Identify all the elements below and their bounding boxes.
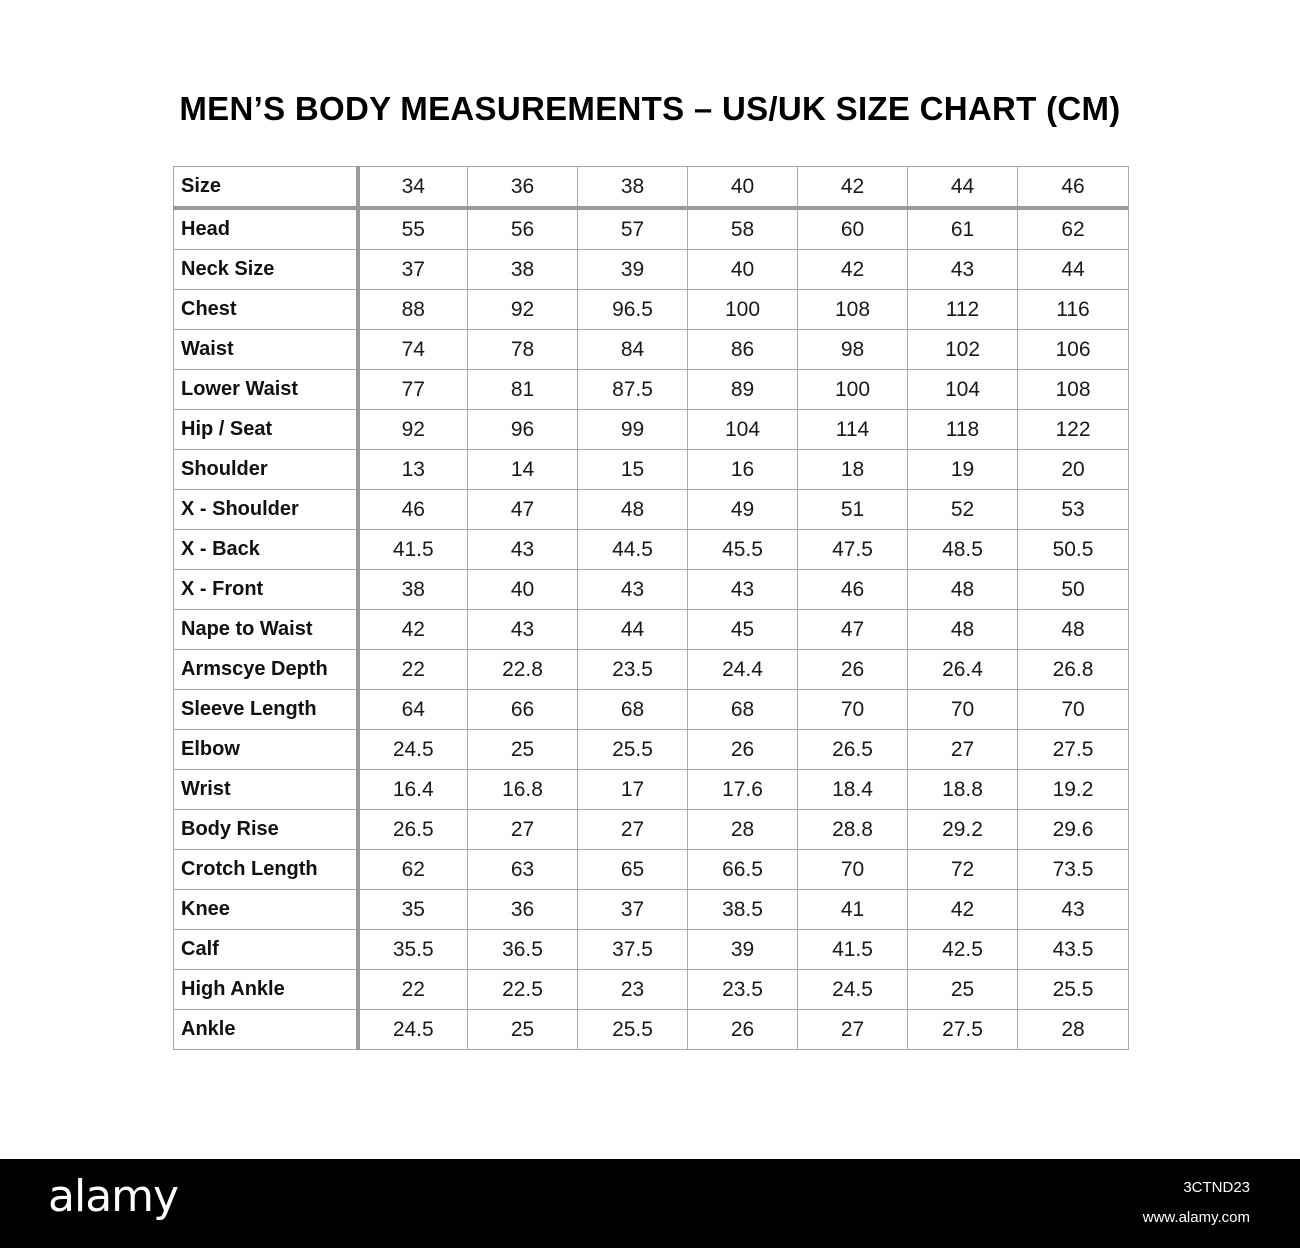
measurement-cell: 13 <box>358 450 468 490</box>
measurement-cell: 66 <box>468 690 578 730</box>
measurement-cell: 45 <box>688 610 798 650</box>
measurement-cell: 17.6 <box>688 770 798 810</box>
measurement-cell: 27.5 <box>908 1010 1018 1050</box>
measurement-cell: 108 <box>1018 370 1129 410</box>
measurement-cell: 48.5 <box>908 530 1018 570</box>
measurement-cell: 70 <box>1018 690 1129 730</box>
measurement-cell: 22.8 <box>468 650 578 690</box>
table-row <box>174 690 1129 730</box>
measurement-cell: 104 <box>908 370 1018 410</box>
measurement-cell: 78 <box>468 330 578 370</box>
measurement-cell: 49 <box>688 490 798 530</box>
measurement-cell: 42.5 <box>908 930 1018 970</box>
measurement-cell: 50 <box>1018 570 1129 610</box>
table-row <box>174 730 1129 770</box>
table-row <box>174 410 1129 450</box>
measurement-cell: 37.5 <box>578 930 688 970</box>
table-row <box>174 970 1129 1010</box>
measurement-cell: 92 <box>468 290 578 330</box>
measurement-cell: 86 <box>688 330 798 370</box>
table-row <box>174 370 1129 410</box>
measurement-cell: 27 <box>798 1010 908 1050</box>
size-header-cell: 42 <box>798 167 908 209</box>
table-row <box>174 208 1129 250</box>
measurement-cell: 25 <box>468 1010 578 1050</box>
measurement-cell: 26 <box>798 650 908 690</box>
measurement-cell: 102 <box>908 330 1018 370</box>
measurement-cell: 47.5 <box>798 530 908 570</box>
table-row <box>174 810 1129 850</box>
row-label: X - Back <box>174 530 358 570</box>
measurement-cell: 27.5 <box>1018 730 1129 770</box>
size-header-cell: 36 <box>468 167 578 209</box>
measurement-cell: 53 <box>1018 490 1129 530</box>
measurement-cell: 108 <box>798 290 908 330</box>
measurement-cell: 48 <box>578 490 688 530</box>
table-row <box>174 850 1129 890</box>
measurement-cell: 51 <box>798 490 908 530</box>
measurement-cell: 48 <box>908 570 1018 610</box>
measurement-cell: 18 <box>798 450 908 490</box>
table-row <box>174 290 1129 330</box>
row-label: Hip / Seat <box>174 410 358 450</box>
measurement-cell: 44 <box>1018 250 1129 290</box>
measurement-cell: 24.4 <box>688 650 798 690</box>
row-label: Knee <box>174 890 358 930</box>
measurement-cell: 28 <box>1018 1010 1129 1050</box>
measurement-cell: 25.5 <box>578 730 688 770</box>
measurement-cell: 43 <box>1018 890 1129 930</box>
measurement-cell: 43 <box>578 570 688 610</box>
measurement-cell: 52 <box>908 490 1018 530</box>
measurement-cell: 23.5 <box>578 650 688 690</box>
measurement-cell: 68 <box>578 690 688 730</box>
measurement-cell: 43 <box>908 250 1018 290</box>
measurement-cell: 41.5 <box>798 930 908 970</box>
footer-bar <box>0 1159 1300 1248</box>
measurement-cell: 45.5 <box>688 530 798 570</box>
measurement-cell: 18.4 <box>798 770 908 810</box>
measurement-cell: 96.5 <box>578 290 688 330</box>
measurement-cell: 122 <box>1018 410 1129 450</box>
measurement-cell: 116 <box>1018 290 1129 330</box>
measurement-cell: 43 <box>468 530 578 570</box>
measurement-cell: 43 <box>688 570 798 610</box>
measurement-cell: 14 <box>468 450 578 490</box>
measurement-cell: 19 <box>908 450 1018 490</box>
measurement-cell: 15 <box>578 450 688 490</box>
measurement-cell: 28 <box>688 810 798 850</box>
measurement-cell: 46 <box>798 570 908 610</box>
measurement-cell: 50.5 <box>1018 530 1129 570</box>
measurement-cell: 29.6 <box>1018 810 1129 850</box>
table-row <box>174 530 1129 570</box>
measurement-cell: 72 <box>908 850 1018 890</box>
row-label: Lower Waist <box>174 370 358 410</box>
measurement-cell: 22 <box>358 970 468 1010</box>
measurement-cell: 84 <box>578 330 688 370</box>
row-label: Nape to Waist <box>174 610 358 650</box>
measurement-cell: 20 <box>1018 450 1129 490</box>
row-label: Body Rise <box>174 810 358 850</box>
table-row <box>174 930 1129 970</box>
measurement-cell: 47 <box>798 610 908 650</box>
measurement-cell: 66.5 <box>688 850 798 890</box>
measurement-cell: 23.5 <box>688 970 798 1010</box>
measurement-cell: 25.5 <box>1018 970 1129 1010</box>
measurement-cell: 39 <box>688 930 798 970</box>
measurement-cell: 27 <box>908 730 1018 770</box>
row-label: Elbow <box>174 730 358 770</box>
row-label: Calf <box>174 930 358 970</box>
measurement-cell: 26 <box>688 1010 798 1050</box>
size-header-cell: 46 <box>1018 167 1129 209</box>
measurement-cell: 38 <box>358 570 468 610</box>
measurement-cell: 65 <box>578 850 688 890</box>
measurement-cell: 56 <box>468 208 578 250</box>
measurement-cell: 35.5 <box>358 930 468 970</box>
measurement-cell: 22 <box>358 650 468 690</box>
table-row <box>174 890 1129 930</box>
measurement-cell: 70 <box>908 690 1018 730</box>
measurement-cell: 104 <box>688 410 798 450</box>
page-title: MEN’S BODY MEASUREMENTS – US/UK SIZE CHART (CM) <box>179 90 1121 127</box>
measurement-cell: 25 <box>468 730 578 770</box>
table-row <box>174 570 1129 610</box>
measurement-cell: 77 <box>358 370 468 410</box>
row-label: X - Shoulder <box>174 490 358 530</box>
measurement-cell: 48 <box>1018 610 1129 650</box>
measurement-cell: 26.8 <box>1018 650 1129 690</box>
measurement-cell: 25 <box>908 970 1018 1010</box>
measurement-cell: 70 <box>798 690 908 730</box>
measurement-cell: 64 <box>358 690 468 730</box>
measurement-cell: 62 <box>358 850 468 890</box>
measurement-cell: 48 <box>908 610 1018 650</box>
measurement-cell: 98 <box>798 330 908 370</box>
table-row <box>174 490 1129 530</box>
row-label: Armscye Depth <box>174 650 358 690</box>
measurement-cell: 92 <box>358 410 468 450</box>
measurement-cell: 25.5 <box>578 1010 688 1050</box>
measurement-cell: 38 <box>468 250 578 290</box>
row-label: Crotch Length <box>174 850 358 890</box>
measurement-cell: 19.2 <box>1018 770 1129 810</box>
size-header-cell: 38 <box>578 167 688 209</box>
measurement-cell: 16.8 <box>468 770 578 810</box>
measurement-cell: 27 <box>468 810 578 850</box>
measurement-cell: 88 <box>358 290 468 330</box>
row-label: Head <box>174 208 358 250</box>
measurement-cell: 74 <box>358 330 468 370</box>
measurement-cell: 41.5 <box>358 530 468 570</box>
measurement-cell: 68 <box>688 690 798 730</box>
row-label: Wrist <box>174 770 358 810</box>
measurement-cell: 24.5 <box>358 730 468 770</box>
row-label: Ankle <box>174 1010 358 1050</box>
table-row <box>174 450 1129 490</box>
table-row <box>174 1010 1129 1050</box>
measurement-cell: 36 <box>468 890 578 930</box>
measurement-cell: 40 <box>468 570 578 610</box>
size-chart-table <box>173 166 1129 1050</box>
measurement-cell: 42 <box>798 250 908 290</box>
measurement-cell: 73.5 <box>1018 850 1129 890</box>
measurement-cell: 17 <box>578 770 688 810</box>
row-label: Chest <box>174 290 358 330</box>
measurement-cell: 89 <box>688 370 798 410</box>
measurement-cell: 44 <box>578 610 688 650</box>
alamy-logo: alamy <box>48 1171 179 1222</box>
measurement-cell: 40 <box>688 250 798 290</box>
measurement-cell: 99 <box>578 410 688 450</box>
measurement-cell: 27 <box>578 810 688 850</box>
size-header-label: Size <box>174 167 358 209</box>
measurement-cell: 16 <box>688 450 798 490</box>
measurement-cell: 26 <box>688 730 798 770</box>
row-label: Shoulder <box>174 450 358 490</box>
measurement-cell: 100 <box>798 370 908 410</box>
table-row <box>174 770 1129 810</box>
measurement-cell: 87.5 <box>578 370 688 410</box>
measurement-cell: 26.4 <box>908 650 1018 690</box>
row-label: High Ankle <box>174 970 358 1010</box>
row-label: X - Front <box>174 570 358 610</box>
measurement-cell: 43 <box>468 610 578 650</box>
measurement-cell: 23 <box>578 970 688 1010</box>
measurement-cell: 55 <box>358 208 468 250</box>
table-body <box>174 208 1129 1050</box>
measurement-cell: 41 <box>798 890 908 930</box>
header-row <box>174 167 1129 209</box>
measurement-cell: 39 <box>578 250 688 290</box>
measurement-cell: 22.5 <box>468 970 578 1010</box>
measurement-cell: 44.5 <box>578 530 688 570</box>
measurement-cell: 60 <box>798 208 908 250</box>
measurement-cell: 100 <box>688 290 798 330</box>
measurement-cell: 16.4 <box>358 770 468 810</box>
measurement-cell: 58 <box>688 208 798 250</box>
measurement-cell: 38.5 <box>688 890 798 930</box>
measurement-cell: 43.5 <box>1018 930 1129 970</box>
measurement-cell: 62 <box>1018 208 1129 250</box>
measurement-cell: 106 <box>1018 330 1129 370</box>
measurement-cell: 24.5 <box>798 970 908 1010</box>
measurement-cell: 118 <box>908 410 1018 450</box>
measurement-cell: 70 <box>798 850 908 890</box>
row-label: Neck Size <box>174 250 358 290</box>
measurement-cell: 57 <box>578 208 688 250</box>
measurement-cell: 112 <box>908 290 1018 330</box>
measurement-cell: 47 <box>468 490 578 530</box>
site-url: www.alamy.com <box>1142 1209 1250 1226</box>
size-header-cell: 40 <box>688 167 798 209</box>
measurement-cell: 18.8 <box>908 770 1018 810</box>
size-header-cell: 34 <box>358 167 468 209</box>
measurement-cell: 37 <box>358 250 468 290</box>
row-label: Sleeve Length <box>174 690 358 730</box>
measurement-cell: 36.5 <box>468 930 578 970</box>
measurement-cell: 26.5 <box>798 730 908 770</box>
measurement-cell: 42 <box>908 890 1018 930</box>
measurement-cell: 37 <box>578 890 688 930</box>
table-row <box>174 330 1129 370</box>
measurement-cell: 42 <box>358 610 468 650</box>
measurement-cell: 24.5 <box>358 1010 468 1050</box>
table-row <box>174 650 1129 690</box>
size-header-cell: 44 <box>908 167 1018 209</box>
measurement-cell: 61 <box>908 208 1018 250</box>
measurement-cell: 29.2 <box>908 810 1018 850</box>
measurement-cell: 28.8 <box>798 810 908 850</box>
table-row <box>174 250 1129 290</box>
measurement-cell: 46 <box>358 490 468 530</box>
measurement-cell: 114 <box>798 410 908 450</box>
table-row <box>174 610 1129 650</box>
row-label: Waist <box>174 330 358 370</box>
measurement-cell: 81 <box>468 370 578 410</box>
measurement-cell: 96 <box>468 410 578 450</box>
measurement-cell: 35 <box>358 890 468 930</box>
measurement-cell: 26.5 <box>358 810 468 850</box>
measurement-cell: 63 <box>468 850 578 890</box>
image-id: 3CTND23 <box>1183 1179 1250 1196</box>
